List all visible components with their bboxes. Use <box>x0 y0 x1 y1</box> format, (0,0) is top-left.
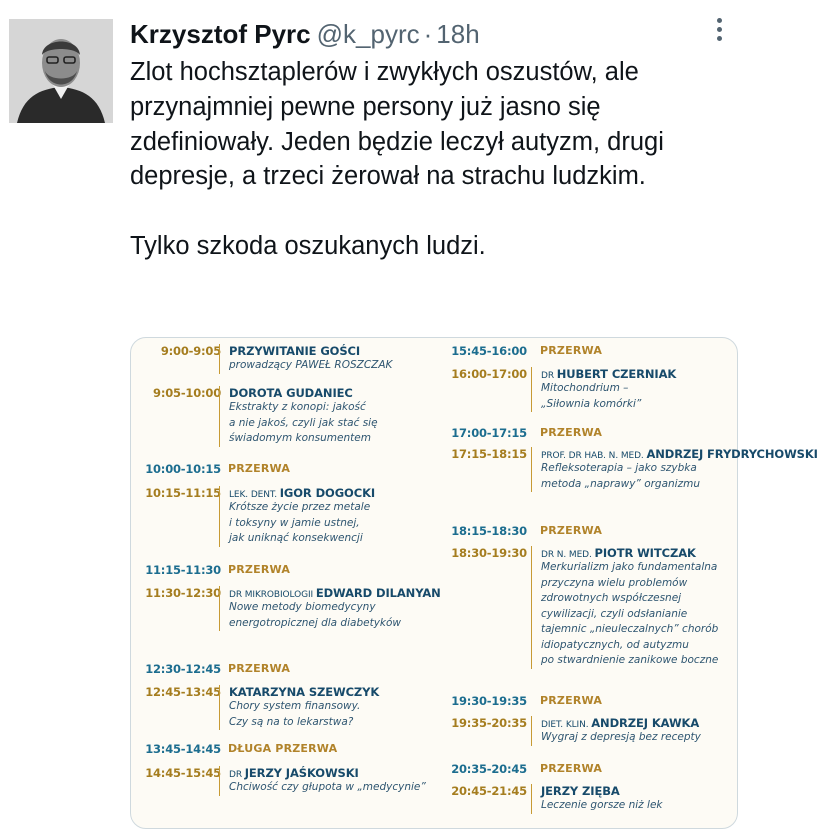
speaker-name: EDWARD DILANYAN <box>315 586 441 600</box>
session-description-line: zdrowotnych współczesnej <box>541 592 682 604</box>
speaker-name: JERZY JAŚKOWSKI <box>244 766 359 780</box>
break-content <box>219 742 427 755</box>
speaker-line <box>229 766 427 780</box>
session-time: 11:30-12:30 <box>145 586 221 600</box>
session-content <box>219 486 427 547</box>
session-time: 16:00-17:00 <box>451 367 527 381</box>
author-name[interactable]: Krzysztof Pyrc <box>130 19 311 49</box>
speaker-line <box>541 546 733 560</box>
session-content <box>219 386 427 447</box>
break-content <box>531 426 733 439</box>
session-time: 14:45-15:45 <box>145 766 221 780</box>
break-label: PRZERWA <box>228 662 291 675</box>
break-label: DŁUGA PRZERWA <box>228 742 338 755</box>
speaker-line <box>229 685 427 699</box>
session-time: 9:05-10:00 <box>153 386 221 400</box>
speaker-line <box>229 586 441 600</box>
session-content <box>219 685 427 730</box>
session-description-line: po stwardnienie zanikowe boczne <box>541 654 719 666</box>
session-description-line: „Siłownia komórki” <box>541 397 642 410</box>
session-description-line: świadomym konsumentem <box>229 432 371 444</box>
speaker-name: PIOTR WITCZAK <box>594 546 696 560</box>
session-description-line: Krótsze życie przez metale <box>229 501 371 513</box>
session-description-line: idiopatycznych, od autyzmu <box>541 638 689 651</box>
avatar[interactable] <box>9 19 113 123</box>
session-description-line: Leczenie gorsze niż lek <box>541 799 663 811</box>
break-label: PRZERWA <box>540 524 603 537</box>
session-time: 9:00-9:05 <box>160 344 221 358</box>
speaker-line <box>229 344 427 358</box>
break-label: PRZERWA <box>540 694 603 707</box>
break-label: PRZERWA <box>540 762 603 775</box>
speaker-line <box>541 367 733 381</box>
speaker-name: ANDRZEJ FRYDRYCHOWSKI <box>646 447 818 461</box>
session-description-line: Merkurializm jako fundamentalna <box>541 561 718 573</box>
session-time: 18:15-18:30 <box>451 524 527 538</box>
session-description-line: tajemnic „nieuleczalnych” chorób <box>541 623 719 635</box>
tweet-text-paragraph: Tylko szkoda oszukanych ludzi. <box>130 231 486 260</box>
session-description-line: prowadzący PAWEŁ ROSZCZAK <box>229 359 393 371</box>
session-description-line: Czy są na to lekarstwa? <box>229 715 354 728</box>
avatar-photo <box>9 19 113 123</box>
session-description-line: Nowe metody biomedycyny <box>229 601 376 613</box>
session-time: 17:15-18:15 <box>451 447 527 461</box>
break-content <box>219 462 427 475</box>
speaker-name: DOROTA GUDANIEC <box>229 386 353 400</box>
session-description-line: Chory system finansowy. <box>229 700 361 712</box>
session-content <box>531 546 733 669</box>
break-label: PRZERWA <box>228 462 291 475</box>
break-content <box>219 563 427 576</box>
speaker-line <box>229 386 427 400</box>
author-handle[interactable]: @k_pyrc <box>316 19 420 49</box>
session-time: 20:45-21:45 <box>451 784 527 798</box>
speaker-name: PRZYWITANIE GOŚCI <box>229 344 361 358</box>
tweet-text-paragraph: Zlot hochsztaplerów i zwykłych oszustów, ale przynajmniej pewne persony już jasno się zdefiniowały. Jeden będzie leczył autyzm, drugi depresje, a trzeci żerował na strachu ludzkim. <box>130 58 664 191</box>
tweet-media-image[interactable] <box>130 337 818 829</box>
speaker-line <box>541 784 733 798</box>
break-label: PRZERWA <box>228 563 291 576</box>
break-label: PRZERWA <box>540 426 603 439</box>
session-description-line: Ekstrakty z konopi: jakość <box>229 401 366 413</box>
session-content <box>531 716 733 746</box>
session-description-line: i toksyny w jamie ustnej, <box>229 516 360 529</box>
session-time: 11:15-11:30 <box>145 563 221 577</box>
speaker-line <box>229 486 427 500</box>
speaker-name: HUBERT CZERNIAK <box>556 367 677 381</box>
session-description-line: Refleksoterapia – jako szybka <box>541 462 697 474</box>
speaker-line <box>541 447 818 461</box>
session-time: 19:30-19:35 <box>451 694 527 708</box>
session-time: 17:00-17:15 <box>451 426 527 440</box>
session-time: 12:30-12:45 <box>145 662 221 676</box>
session-time: 12:45-13:45 <box>145 685 221 699</box>
tweet-header <box>130 16 679 52</box>
speaker-title: DR <box>229 770 245 780</box>
session-description-line: Wygraj z depresją bez recepty <box>541 731 701 743</box>
speaker-name: KATARZYNA SZEWCZYK <box>229 685 380 699</box>
separator-dot: · <box>423 19 433 49</box>
session-description-line: metoda „naprawy” organizmu <box>541 477 700 490</box>
break-label: PRZERWA <box>540 344 603 357</box>
more-vertical-icon[interactable] <box>713 18 725 46</box>
break-content <box>531 524 733 537</box>
session-content <box>219 586 441 631</box>
session-description-line: a nie jakoś, czyli jak stać się <box>229 416 378 429</box>
session-time: 15:45-16:00 <box>451 344 527 358</box>
session-description-line: Mitochondrium – <box>541 382 629 394</box>
tweet-text <box>130 55 730 264</box>
break-content <box>531 762 733 775</box>
session-description-line: cywilizacji, czyli odsłanianie <box>541 607 688 620</box>
break-content <box>531 694 733 707</box>
break-content <box>219 662 427 675</box>
speaker-line <box>541 716 733 730</box>
speaker-title: DR MIKROBIOLOGII <box>229 590 316 600</box>
session-content <box>531 367 733 412</box>
session-time: 20:35-20:45 <box>451 762 527 776</box>
session-time: 18:30-19:30 <box>451 546 527 560</box>
session-description-line: energotropicznej dla diabetyków <box>229 616 401 629</box>
session-content <box>219 344 427 374</box>
speaker-title: DIET. KLIN. <box>541 720 592 730</box>
speaker-title: PROF. DR HAB. N. MED. <box>541 451 647 461</box>
session-time: 19:35-20:35 <box>451 716 527 730</box>
session-content <box>531 447 818 492</box>
speaker-name: ANDRZEJ KAWKA <box>591 716 700 730</box>
session-content <box>219 766 427 796</box>
tweet-timestamp[interactable]: 18h <box>436 19 480 49</box>
session-content <box>531 784 733 814</box>
session-description-line: Chciwość czy głupota w „medycynie” <box>229 781 426 793</box>
break-content <box>531 344 733 357</box>
session-time: 10:15-11:15 <box>145 486 221 500</box>
session-description-line: przyczyna wielu problemów <box>541 576 688 589</box>
speaker-name: JERZY ZIĘBA <box>541 784 620 798</box>
session-description-line: jak uniknąć konsekwencji <box>229 532 363 544</box>
session-time: 10:00-10:15 <box>145 462 221 476</box>
session-time: 13:45-14:45 <box>145 742 221 756</box>
speaker-title: LEK. DENT. <box>229 490 280 500</box>
speaker-name: IGOR DOGOCKI <box>279 486 376 500</box>
speaker-title: DR <box>541 371 557 381</box>
speaker-title: DR N. MED. <box>541 550 595 560</box>
